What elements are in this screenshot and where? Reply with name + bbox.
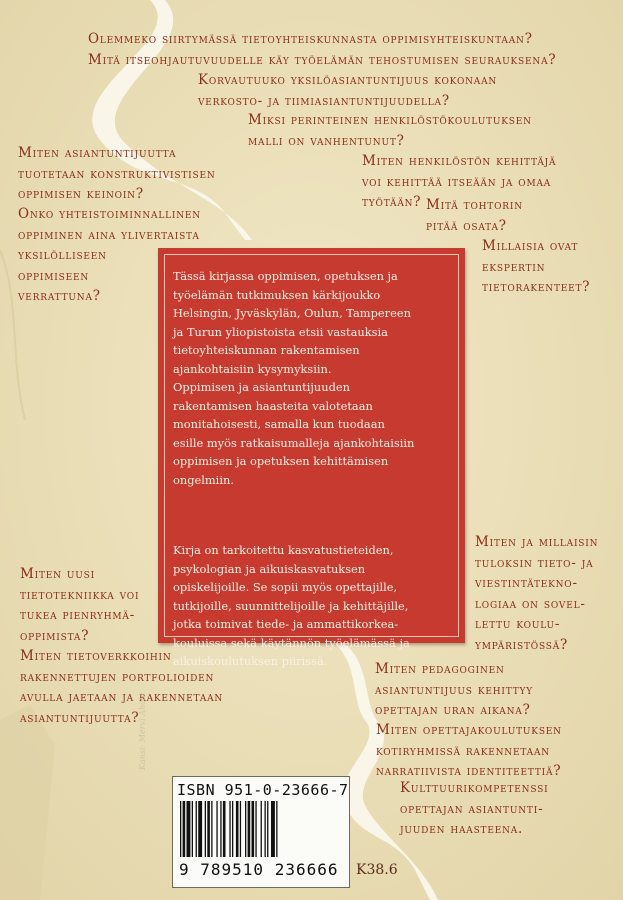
question-line: narratiivista identiteettiä? (376, 763, 562, 779)
blurb-panel (158, 248, 465, 668)
question-line: pitää osata? (426, 217, 507, 234)
question (375, 659, 533, 721)
barcode (178, 801, 344, 859)
question-line: avulla jaetaan ja rakennetaan (20, 689, 224, 705)
question-line: Kulttuurikompetenssi (400, 780, 549, 796)
question-line: Miten asiantuntijuutta (18, 145, 177, 161)
classification-code: K38.6 (356, 862, 398, 878)
blurb-paragraph-1 (173, 267, 458, 489)
blurb-line: ja Turun yliopistoista etsii vastauksia (173, 324, 388, 339)
isbn-number: ISBN 951-0-23666-7 (177, 781, 349, 799)
question: Mitä itseohjautuvuudelle käy työelämän tehostumisen seurauksena? (88, 51, 557, 68)
question-line: malli on vanhentunut? (248, 132, 405, 149)
question (400, 778, 548, 840)
question-line: viestintätekno- (475, 575, 578, 591)
question-line: voi kehittää itseään ja omaa (362, 173, 552, 190)
blurb-line: rakentamisen haasteita valotetaan (173, 398, 373, 413)
question-line: Mitä tohtorin (426, 197, 523, 213)
question-line: oppiminen aina ylivertaista (18, 226, 200, 243)
question-line: opettajan asiantunti- (400, 800, 544, 817)
question-line: tietorakenteet? (482, 279, 591, 295)
question-line: lettu koulu- (475, 616, 561, 632)
question-line: rakennettujen portfolioiden (20, 668, 215, 685)
question: Olemmeko siirtymässä tietoyhteiskunnasta oppimisyhteiskuntaan? (88, 31, 533, 47)
question-line: Korvautuuko yksilöasiantuntijuus kokonaan (198, 72, 498, 88)
question-line: Miten opettajakoulutuksen (376, 722, 562, 738)
blurb-line: jotka toimivat tiede- ja ammattikorkea- (173, 617, 399, 631)
blurb-line: opiskelijoille. Se sopii myös opettajille, (173, 580, 398, 594)
question-line: Miten ja millaisin (475, 534, 599, 550)
question-line: Millaisia ovat (482, 238, 579, 254)
question-line: juuden haasteena. (400, 821, 524, 837)
blurb-line: esille myös ratkaisumalleja ajankohtaisiin (173, 435, 415, 450)
question-line: tuloksin tieto- ja (475, 554, 594, 571)
question-line: oppimista? (20, 627, 90, 644)
blurb-line: Helsingin, Jyväskylän, Oulun, Tampereen (173, 306, 411, 320)
question (20, 564, 139, 646)
question-line: oppimiseen (18, 267, 89, 284)
question-line: kotiryhmissä rakennetaan (376, 742, 550, 759)
blurb-line: tietoyhteiskunnan rakentamisen (173, 343, 360, 357)
question (18, 143, 216, 205)
question-line: verkosto- ja tiimiasiantuntijuudella? (198, 92, 450, 109)
question (482, 236, 590, 298)
question-line: Miten henkilöstön kehittäjä (362, 153, 557, 169)
question-line: yksilölliseen (18, 247, 107, 263)
blurb-line: kouluissa sekä käytännön työelämässä ja (173, 635, 410, 650)
question-line: ympäristössä? (475, 636, 569, 653)
question-line: Miksi perinteinen henkilöstökoulutuksen (248, 112, 532, 128)
blurb-line: aikuiskoulutuksen piirissä. (173, 654, 328, 668)
question (475, 532, 598, 655)
question-line: logiaa on sovel- (475, 595, 586, 612)
question (198, 70, 497, 111)
question-line: Miten pedagoginen (375, 661, 505, 677)
blurb-line: tutkijoille, suunnittelijoille ja kehittäjille, (173, 598, 409, 613)
question-line: tietotekniikka voi (20, 586, 140, 603)
question (20, 646, 223, 728)
question-line: ekspertin (482, 258, 546, 275)
blurb-line: Oppimisen ja asiantuntijuuden (173, 380, 350, 394)
question-line: Onko yhteistoiminnallinen (18, 206, 201, 222)
blurb-line: psykologian ja aikuiskasvatuksen (173, 561, 366, 576)
question (376, 720, 562, 782)
blurb-line: Kirja on tarkoitettu kasvatustieteiden, (173, 543, 394, 557)
barcode-digits: 9 789510 236666 (179, 860, 339, 879)
question-line: Miten tietoverkkoihin (20, 648, 172, 664)
question (426, 195, 523, 236)
question-line: tuotetaan konstruktivistisen (18, 165, 216, 182)
blurb-line: oppimisen ja opetuksen kehittämisen (173, 454, 389, 468)
blurb-line: Tässä kirjassa oppimisen, opetuksen ja (173, 269, 398, 283)
question-line: oppimisen keinoin? (18, 186, 144, 202)
question-line: työtään? (362, 194, 422, 210)
blurb-line: työelämän tutkimuksen kärkijoukko (173, 287, 381, 302)
cover-credit: Kansi: Mervi Ahola (138, 692, 147, 770)
question-line: Miten uusi (20, 566, 96, 582)
question (248, 110, 532, 151)
question-list-top (88, 29, 556, 70)
blurb-line: monitahoisesti, samalla kun tuodaan (173, 417, 385, 431)
question-line: tukea pienryhmä- (20, 607, 136, 623)
question-line: opettajan uran aikana? (375, 702, 531, 718)
question-line: asiantuntijuutta? (20, 709, 140, 726)
question-line: verrattuna? (18, 288, 101, 304)
blurb-line: ajankohtaisiin kysymyksiin. (173, 361, 332, 376)
question-line: asiantuntijuus kehittyy (375, 681, 534, 698)
blurb-line: ongelmiin. (173, 472, 234, 487)
